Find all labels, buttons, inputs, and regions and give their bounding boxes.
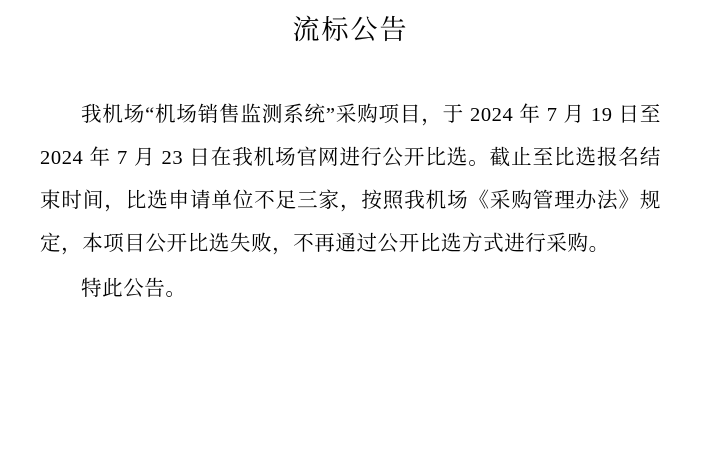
body-paragraph-1: 我机场“机场销售监测系统”采购项目，于 2024 年 7 月 19 日至 2024 年 7 月 23 日在我机场官网进行公开比选。截止至比选报名结束时间，比选申请单位不足三家，按照我机场《采购管理办法》规定，本项目公开比选失败，不再通过公开比选方式进行采购。 (40, 104, 661, 255)
document-body (40, 94, 661, 311)
body-paragraph-2: 特此公告。 (81, 278, 187, 300)
page-title: 流标公告 (292, 15, 409, 45)
